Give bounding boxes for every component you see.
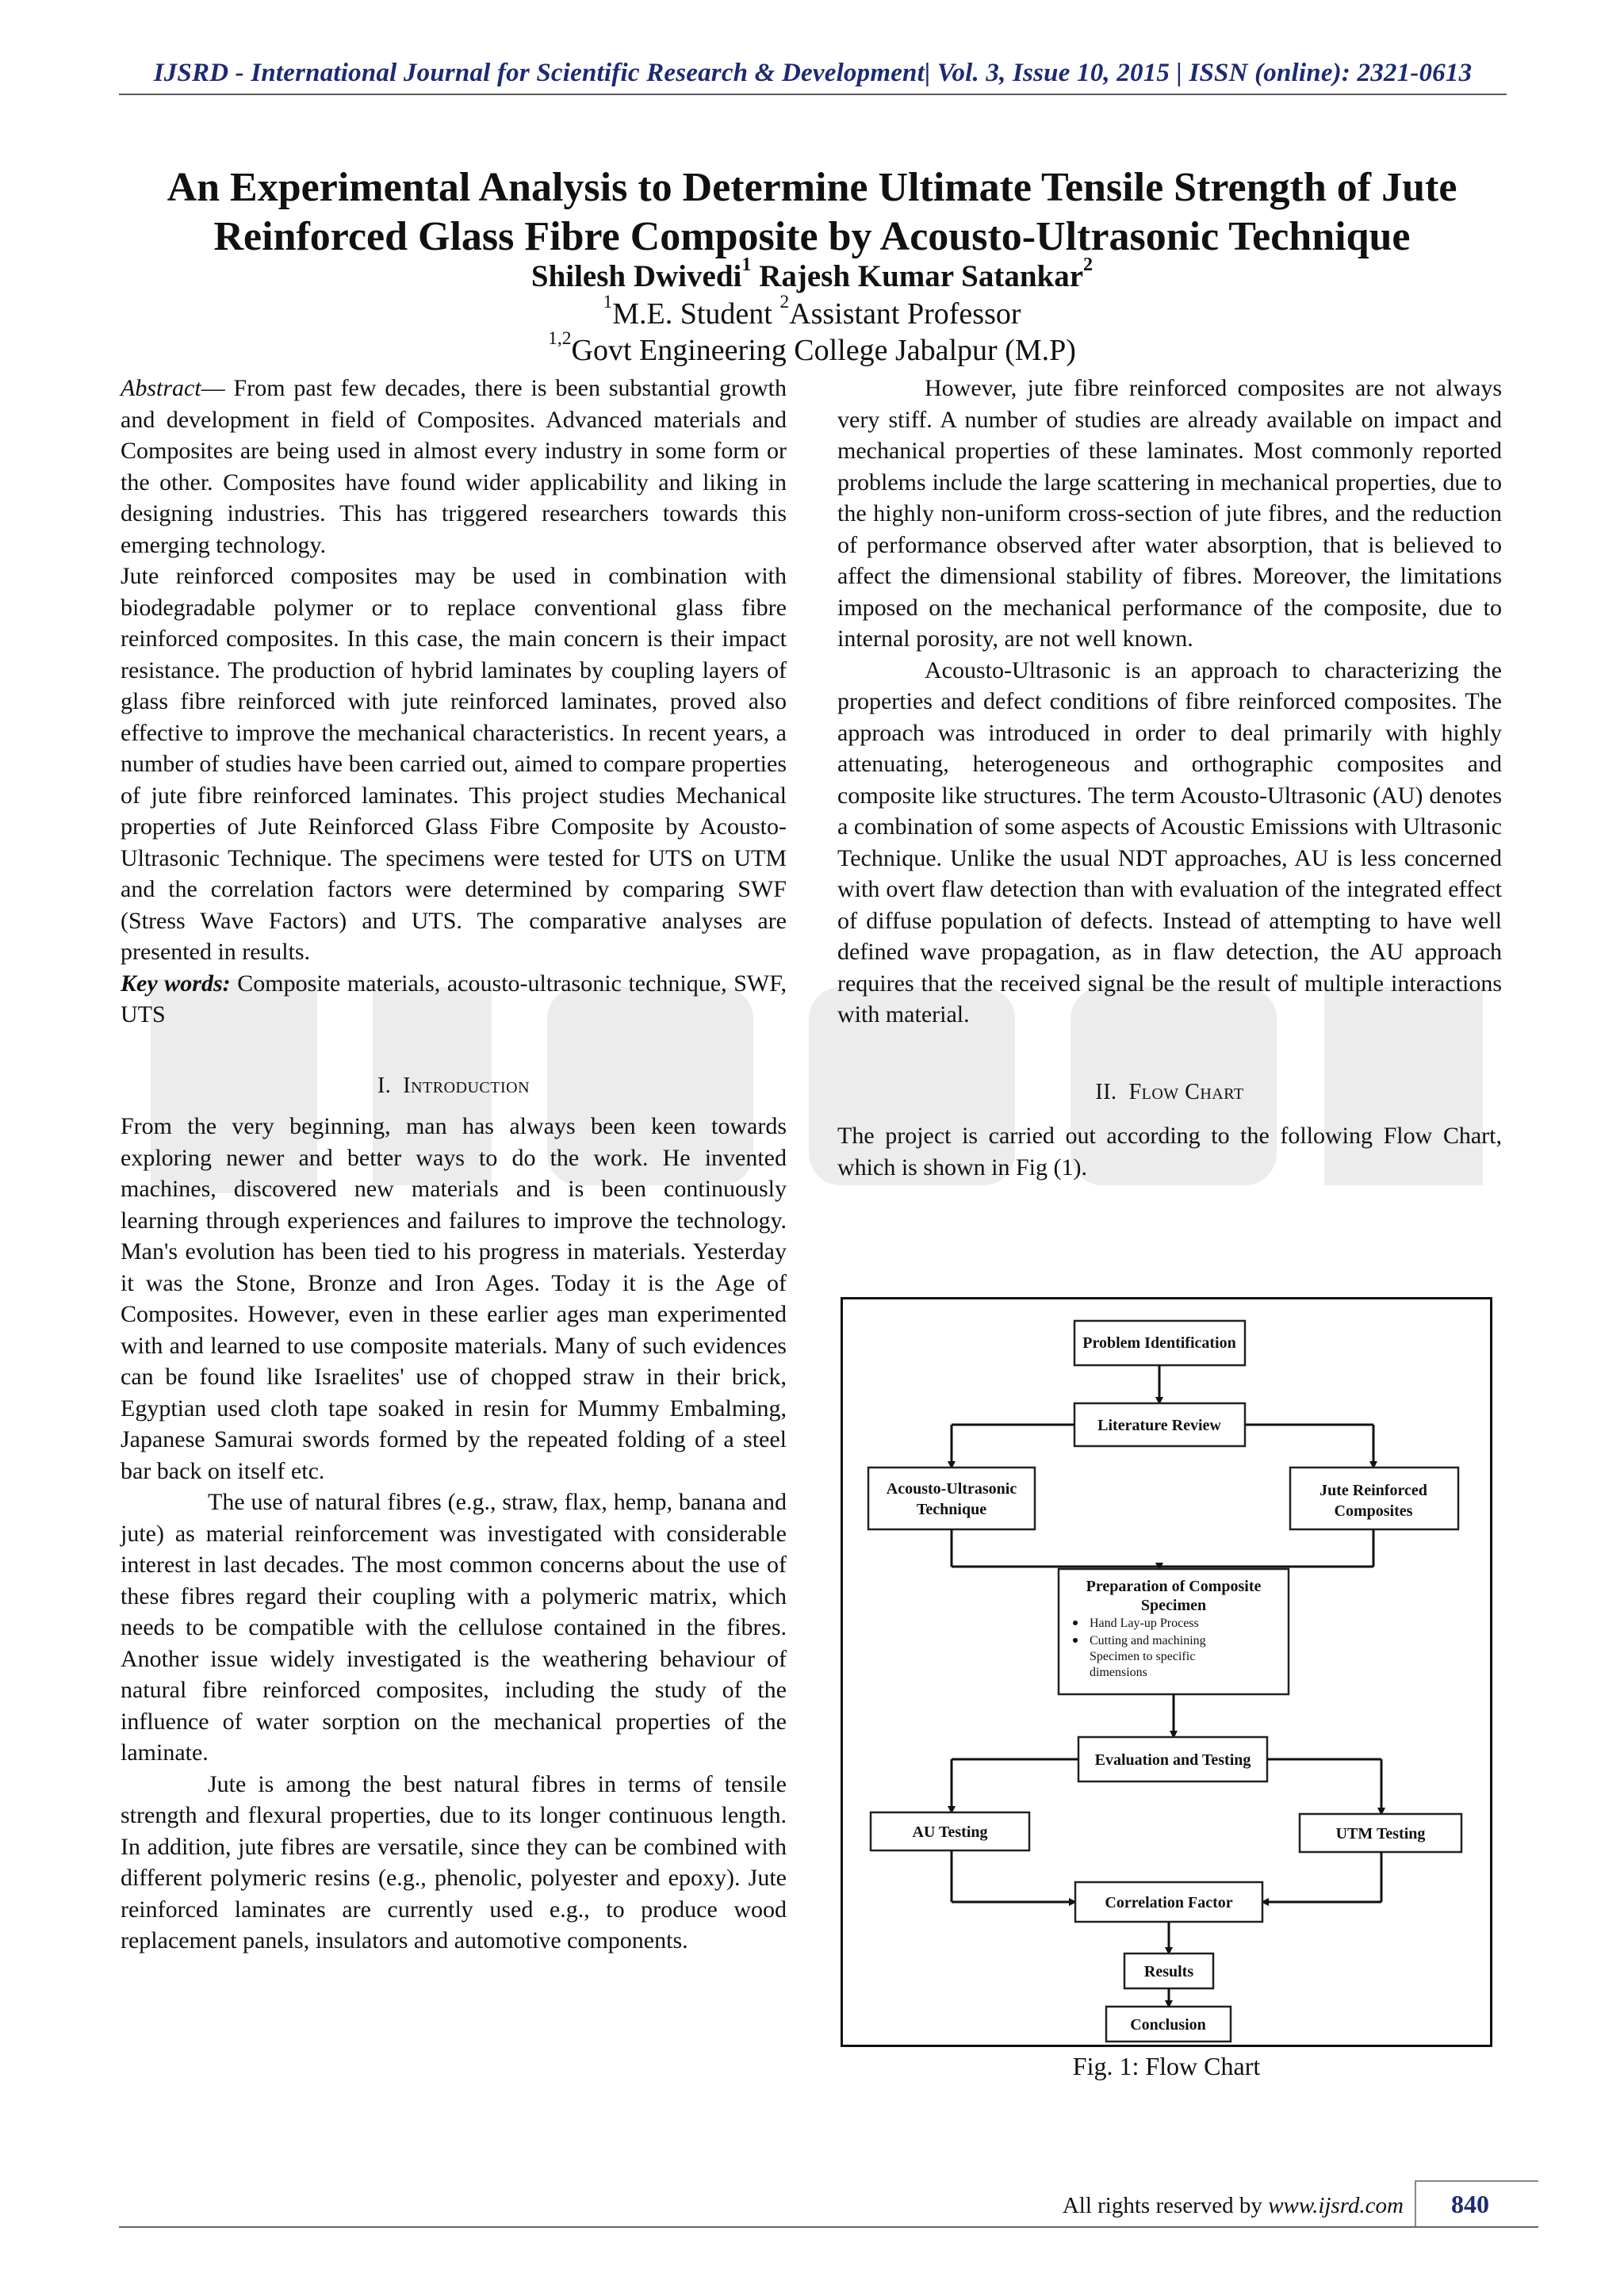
node-au-testing-label: AU Testing (912, 1823, 988, 1841)
node-au-technique (868, 1468, 1035, 1529)
abstract-label: Abstract (121, 375, 201, 401)
bullet-1-icon (1073, 1621, 1078, 1625)
node-jute-line1: Jute Reinforced (1320, 1482, 1427, 1499)
prep-bullet-2-line3: dimensions (1090, 1666, 1147, 1679)
author-2: Rajesh Kumar Satankar (759, 259, 1084, 293)
flow-chart (841, 1297, 1492, 2047)
node-jute-line2: Composites (1334, 1502, 1413, 1520)
aff-sup-12: 1,2 (548, 328, 572, 349)
figure-caption: Fig. 1: Flow Chart (1072, 2052, 1261, 2080)
intro-paragraph-2: The use of natural fibres (e.g., straw, flax, hemp, banana and jute) as material reinforcement was investigated with considerable interest in last decades. The most common concerns about the use of these fibres regard their coupling with a polymeric matrix, which needs to be compatible with the cellulose contained in the fibres. Another issue widely investigated is the weathering behaviour of natural fibre reinforced composites, including the study of the influence of water sorption on the mechanical properties of the laminate. (121, 1489, 787, 1766)
section-1-heading: I. Introduction (377, 1073, 530, 1098)
node-au-technique-line2: Technique (916, 1501, 987, 1518)
footer-rights (1023, 2193, 1404, 2219)
abstract-text-1: — From past few decades, there is been substantial growth and development in field of Composites. Advanced materials and Composites are being used in almost every industry in some form or the other. Composites have found wider applicability and liking in designing industries. This has triggered researchers towards this emerging technology. (121, 375, 787, 558)
footer-text: All rights reserved by (1062, 2193, 1269, 2218)
bullet-2-icon (1073, 1638, 1078, 1643)
right-paragraph-2: Acousto-Ultrasonic is an approach to characterizing the properties and defect conditions of fibre reinforced composites. The approach was introduced in order to deal primarily with highly attenuating, heterogeneous and orthographic composites and composite like structures. The term Acousto-Ultrasonic (AU) denotes a combination of some aspects of Acoustic Emissions with Ultrasonic Technique. Unlike the usual NDT approaches, AU is less concerned with overt flaw detection than with evaluation of the integrated effect of diffuse population of defects. Instead of attempting to have well defined wave propagation, as in flaw detection, the AU approach requires that the received signal be the result of multiple interactions with material. (837, 656, 1502, 1027)
paper-title (79, 163, 1545, 262)
intro-paragraph-1: From the very beginning, man has always been keen towards exploring newer and better ways to do the work. He invented machines, discovered new materials and is been continuously learning through experiences and failures to improve the technology. Man's evolution has been tied to his progress in materials. Yesterday it was the Stone, Bronze and Iron Ages. Today it is the Age of Composites. However, even in these earlier ages man experimented with and learned to use composite materials. Many of such evidences can be found like Israelites' use of chopped straw in their brick, Egyptian used cloth tape soaked in resin for Mummy Embalming, Japanese Samurai swords formed by the repeated folding of a steel bar back on itself etc. (121, 1113, 787, 1484)
author-1: Shilesh Dwivedi (530, 259, 742, 293)
node-problem-label: Problem Identification (1082, 1334, 1236, 1352)
title-line-1: An Experimental Analysis to Determine Ultimate Tensile Strength of Jute (167, 165, 1457, 210)
footer-url[interactable]: www.ijsrd.com (1268, 2193, 1404, 2218)
right-column (837, 373, 1502, 1183)
role-1: M.E. Student (612, 297, 780, 331)
header-divider (119, 94, 1507, 95)
aff-sup-1: 1 (603, 292, 613, 312)
affiliation-institution (79, 328, 1545, 368)
left-column (121, 373, 787, 1957)
node-evaluation-label: Evaluation and Testing (1094, 1751, 1251, 1769)
author-1-sup: 1 (741, 254, 752, 275)
section-2-heading: II. Flow Chart (1095, 1079, 1244, 1104)
institution: Govt Engineering College Jabalpur (M.P) (571, 334, 1076, 367)
footer-divider (119, 2226, 1538, 2228)
keywords (121, 968, 787, 1031)
abstract-paragraph-2: Jute reinforced composites may be used in combination with biodegradable polymer or to replace conventional glass fibre reinforced composites. In this case, the main concern is their impact resistance. The production of hybrid laminates by coupling layers of glass fibre reinforced with jute reinforced laminates, proved also effective to improve the mechanical characteristics. In recent years, a number of studies have been carried out, aimed to compare properties of jute fibre reinforced laminates. This project studies Mechanical properties of Jute Reinforced Glass Fibre Composite by Acousto-Ultrasonic Technique. The specimens were tested for UTS on UTM and the correlation factors were determined by comparing SWF (Stress Wave Factors) and UTS. The comparative analyses are presented in results. (121, 563, 787, 965)
right-paragraph-1: However, jute fibre reinforced composites are not always very stiff. A number of studies are already available on impact and mechanical properties of these laminates. Most commonly reported problems include the large scattering in mechanical properties, due to the highly non-uniform cross-section of jute fibres, and the reduction of performance observed after water absorption, that is believed to affect the dimensional stability of fibres. Moreover, the limitations imposed on the mechanical performance of the composite, due to internal porosity, are not well known. (837, 375, 1502, 652)
title-line-2: Reinforced Glass Fibre Composite by Acousto-Ultrasonic Technique (213, 214, 1411, 259)
prep-bullet-2-line1: Cutting and machining (1090, 1634, 1206, 1647)
role-2: Assistant Professor (789, 297, 1021, 331)
flowchart-intro: The project is carried out according to the following Flow Chart, which is shown in Fig (1). (837, 1123, 1502, 1181)
node-results-label: Results (1143, 1963, 1194, 1980)
abstract-paragraph-1 (121, 373, 787, 561)
page-number: 840 (1451, 2190, 1489, 2218)
node-literature-label: Literature Review (1097, 1417, 1221, 1434)
node-preparation-line1: Preparation of Composite (1086, 1578, 1262, 1595)
keywords-label: Key words: (121, 970, 231, 997)
journal-header: IJSRD - International Journal for Scientific Research & Development| Vol. 3, Issue 10, 2015 | ISSN (online): 2321-0613 (153, 59, 1473, 87)
aff-sup-2: 2 (779, 292, 790, 312)
node-utm-testing-label: UTM Testing (1335, 1825, 1426, 1843)
node-preparation-line2: Specimen (1140, 1597, 1207, 1614)
keywords-text: Composite materials, acousto-ultrasonic technique, SWF, UTS (121, 970, 787, 1027)
affiliation-roles (79, 292, 1545, 331)
author-2-sup: 2 (1083, 254, 1094, 275)
node-au-technique-line1: Acousto-Ultrasonic (886, 1480, 1017, 1498)
node-correlation-label: Correlation Factor (1105, 1894, 1233, 1911)
prep-bullet-1: Hand Lay-up Process (1090, 1617, 1199, 1630)
prep-bullet-2-line2: Specimen to specific (1090, 1650, 1196, 1663)
intro-paragraph-3: Jute is among the best natural fibres in terms of tensile strength and flexural properties, due to its longer continuous length. In addition, jute fibres are versatile, since they can be combined with different polymeric resins (e.g., phenolic, polyester and epoxy). Jute reinforced laminates are currently used e.g., to produce wood replacement panels, insulators and automotive components. (121, 1770, 787, 1954)
node-conclusion-label: Conclusion (1130, 2016, 1206, 2034)
author-list (79, 254, 1545, 294)
